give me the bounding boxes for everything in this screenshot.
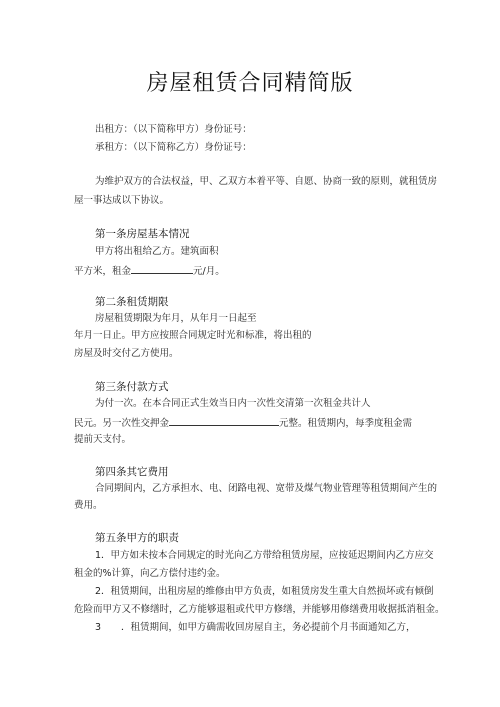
article-5-item-3-text: ．租赁期间，如甲方确需收回房屋自主，务必提前个月书面通知乙方，	[121, 622, 416, 633]
preamble-line-2: 屋一事达成以下协议。	[74, 195, 170, 206]
article-4-heading: 第四条其它费用	[95, 466, 169, 478]
document-title: 房屋租赁合同精简版	[146, 71, 354, 96]
article-2-line-3: 房屋及时交付乙方使用。	[74, 348, 179, 359]
article-3-deposit-suffix: 元整。租赁期内，每季度租金需	[279, 418, 413, 429]
article-5-item-3-number: 3	[95, 622, 102, 633]
article-1-rent-suffix: 元/月。	[193, 266, 225, 277]
article-1-line-2	[74, 264, 225, 278]
article-2-line-1: 房屋租赁期限为年月，从年月一日起至	[95, 313, 257, 324]
lessee-line: 承租方：（以下简称乙方）身份证号：	[95, 142, 252, 153]
article-5-item-1-line-2: 租金的%计算，向乙方偿付违约金。	[74, 568, 226, 579]
article-3-line-1: 为付一次。在本合同正式生效当日内一次性交清第一次租金共计人	[95, 398, 371, 409]
article-3-line-2	[74, 416, 412, 430]
article-5-item-3	[95, 622, 416, 634]
article-3-line-3: 提前天支付。	[74, 434, 132, 445]
article-4-line-2: 费用。	[74, 500, 103, 511]
article-2-heading: 第二条租赁期限	[95, 296, 169, 308]
article-5-item-2-line-2: 危险而甲方又不修缮时，乙方能够退租或代甲方修缮，并能够用修缮费用收据抵消租金。	[74, 604, 445, 615]
preamble-line-1: 为维护双方的合法权益，甲、乙双方本着平等、自愿、协商一致的原则，就租赁房	[95, 176, 438, 187]
article-1-rent-prefix: 平方米，租金	[74, 266, 132, 277]
rent-blank	[131, 264, 193, 274]
article-1-line-1: 甲方将出租给乙方。建筑面积	[95, 246, 219, 257]
article-2-line-2: 年月一日止。甲方应按照合同规定时光和标准，将出租的	[74, 330, 312, 341]
article-5-item-2-line-1: 2．租赁期间，出租房屋的维修由甲方负责，如租赁房发生重大自然损坏或有倾倒	[95, 586, 434, 597]
article-3-deposit-prefix: 民元。另一次性交押金	[74, 418, 170, 429]
article-1-heading: 第一条房屋基本情况	[95, 228, 190, 240]
article-3-heading: 第三条付款方式	[95, 381, 169, 393]
article-5-item-1-line-1: 1．甲方如未按本合同规定的时光向乙方带给租赁房屋，应按延迟期间内乙方应交	[95, 550, 434, 561]
deposit-blank	[169, 416, 279, 426]
article-5-heading: 第五条甲方的职责	[95, 532, 179, 544]
lessor-line: 出租方：（以下简称甲方）身份证号：	[95, 124, 252, 135]
article-4-line-1: 合同期间内，乙方承担水、电、闭路电视、宽带及煤气物业管理等租赁期间产生的	[95, 483, 438, 494]
